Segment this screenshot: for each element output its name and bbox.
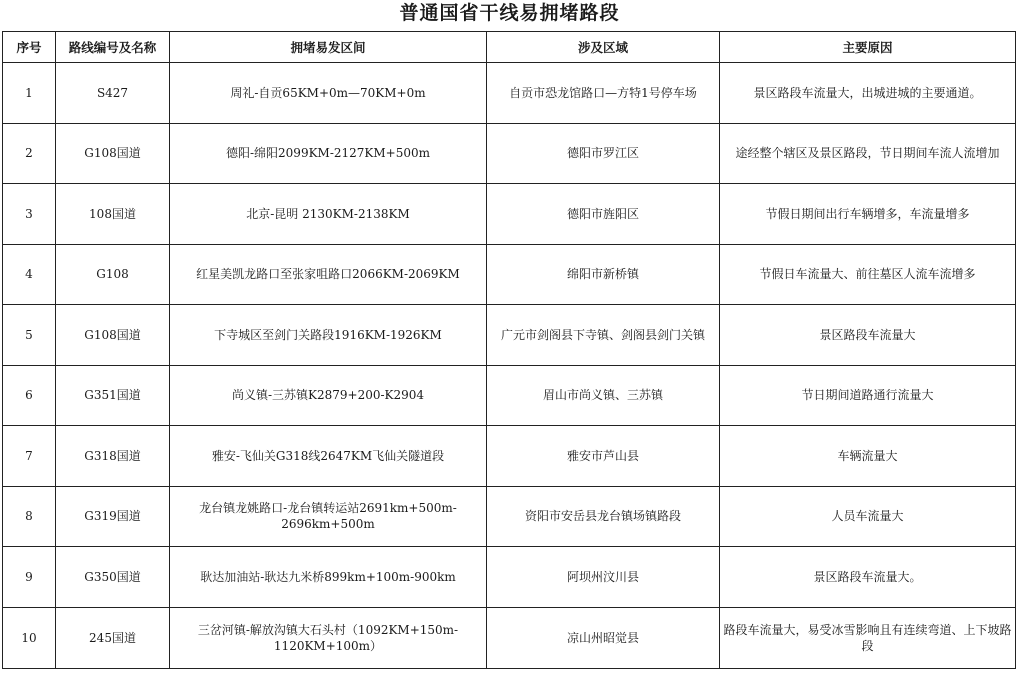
table-row — [3, 607, 1016, 668]
table-row — [3, 486, 1016, 547]
cell-section: 下寺城区至剑门关路段1916KM-1926KM — [170, 305, 487, 366]
cell-section: 尚义镇-三苏镇K2879+200-K2904 — [170, 365, 487, 426]
table-row — [3, 547, 1016, 608]
cell-reason: 车辆流量大 — [720, 426, 1016, 487]
page-title: 普通国省干线易拥堵路段 — [399, 2, 620, 24]
cell-section: 雅安-飞仙关G318线2647KM飞仙关隧道段 — [170, 426, 487, 487]
cell-section: 周礼-自贡65KM+0m—70KM+0m — [170, 63, 487, 124]
congestion-table — [2, 31, 1016, 669]
cell-reason: 节假日车流量大、前往墓区人流车流增多 — [720, 244, 1016, 305]
cell-no: 7 — [3, 426, 56, 487]
cell-no: 4 — [3, 244, 56, 305]
header-section: 拥堵易发区间 — [170, 32, 487, 63]
cell-section: 红星美凯龙路口至张家咀路口2066KM-2069KM — [170, 244, 487, 305]
cell-route: G108国道 — [56, 305, 170, 366]
table-row — [3, 184, 1016, 245]
cell-route: G350国道 — [56, 547, 170, 608]
cell-area: 德阳市罗江区 — [487, 123, 720, 184]
cell-section: 北京-昆明 2130KM-2138KM — [170, 184, 487, 245]
table-row — [3, 63, 1016, 124]
cell-area: 绵阳市新桥镇 — [487, 244, 720, 305]
cell-route: G108 — [56, 244, 170, 305]
cell-area: 阿坝州汶川县 — [487, 547, 720, 608]
cell-no: 8 — [3, 486, 56, 547]
cell-route: G319国道 — [56, 486, 170, 547]
cell-reason: 景区路段车流量大，出城进城的主要通道。 — [720, 63, 1016, 124]
cell-section: 德阳-绵阳2099KM-2127KM+500m — [170, 123, 487, 184]
header-reason: 主要原因 — [720, 32, 1016, 63]
cell-section: 三岔河镇-解放沟镇大石头村（1092KM+150m-1120KM+100m） — [170, 607, 487, 668]
table-row — [3, 365, 1016, 426]
cell-area: 资阳市安岳县龙台镇场镇路段 — [487, 486, 720, 547]
cell-section: 龙台镇龙姚路口-龙台镇转运站2691km+500m-2696km+500m — [170, 486, 487, 547]
table-row — [3, 244, 1016, 305]
cell-route: 108国道 — [56, 184, 170, 245]
cell-no: 9 — [3, 547, 56, 608]
cell-section: 耿达加油站-耿达九米桥899km+100m-900km — [170, 547, 487, 608]
cell-area: 德阳市旌阳区 — [487, 184, 720, 245]
cell-reason: 景区路段车流量大。 — [720, 547, 1016, 608]
header-row — [3, 32, 1016, 63]
cell-reason: 景区路段车流量大 — [720, 305, 1016, 366]
cell-area: 自贡市恐龙馆路口—方特1号停车场 — [487, 63, 720, 124]
cell-reason: 节日期间道路通行流量大 — [720, 365, 1016, 426]
cell-no: 10 — [3, 607, 56, 668]
header-route: 路线编号及名称 — [56, 32, 170, 63]
header-area: 涉及区域 — [487, 32, 720, 63]
header-no: 序号 — [3, 32, 56, 63]
cell-reason: 途经整个辖区及景区路段，节日期间车流人流增加 — [720, 123, 1016, 184]
cell-no: 2 — [3, 123, 56, 184]
cell-area: 广元市剑阁县下寺镇、剑阁县剑门关镇 — [487, 305, 720, 366]
cell-reason: 人员车流量大 — [720, 486, 1016, 547]
cell-no: 1 — [3, 63, 56, 124]
cell-route: G318国道 — [56, 426, 170, 487]
cell-no: 3 — [3, 184, 56, 245]
table-row — [3, 305, 1016, 366]
cell-no: 6 — [3, 365, 56, 426]
cell-route: G108国道 — [56, 123, 170, 184]
table-row — [3, 123, 1016, 184]
cell-route: S427 — [56, 63, 170, 124]
table-row — [3, 426, 1016, 487]
cell-no: 5 — [3, 305, 56, 366]
cell-area: 雅安市芦山县 — [487, 426, 720, 487]
cell-area: 凉山州昭觉县 — [487, 607, 720, 668]
cell-reason: 路段车流量大，易受冰雪影响且有连续弯道、上下坡路段 — [720, 607, 1016, 668]
cell-route: 245国道 — [56, 607, 170, 668]
cell-reason: 节假日期间出行车辆增多，车流量增多 — [720, 184, 1016, 245]
cell-route: G351国道 — [56, 365, 170, 426]
cell-area: 眉山市尚义镇、三苏镇 — [487, 365, 720, 426]
